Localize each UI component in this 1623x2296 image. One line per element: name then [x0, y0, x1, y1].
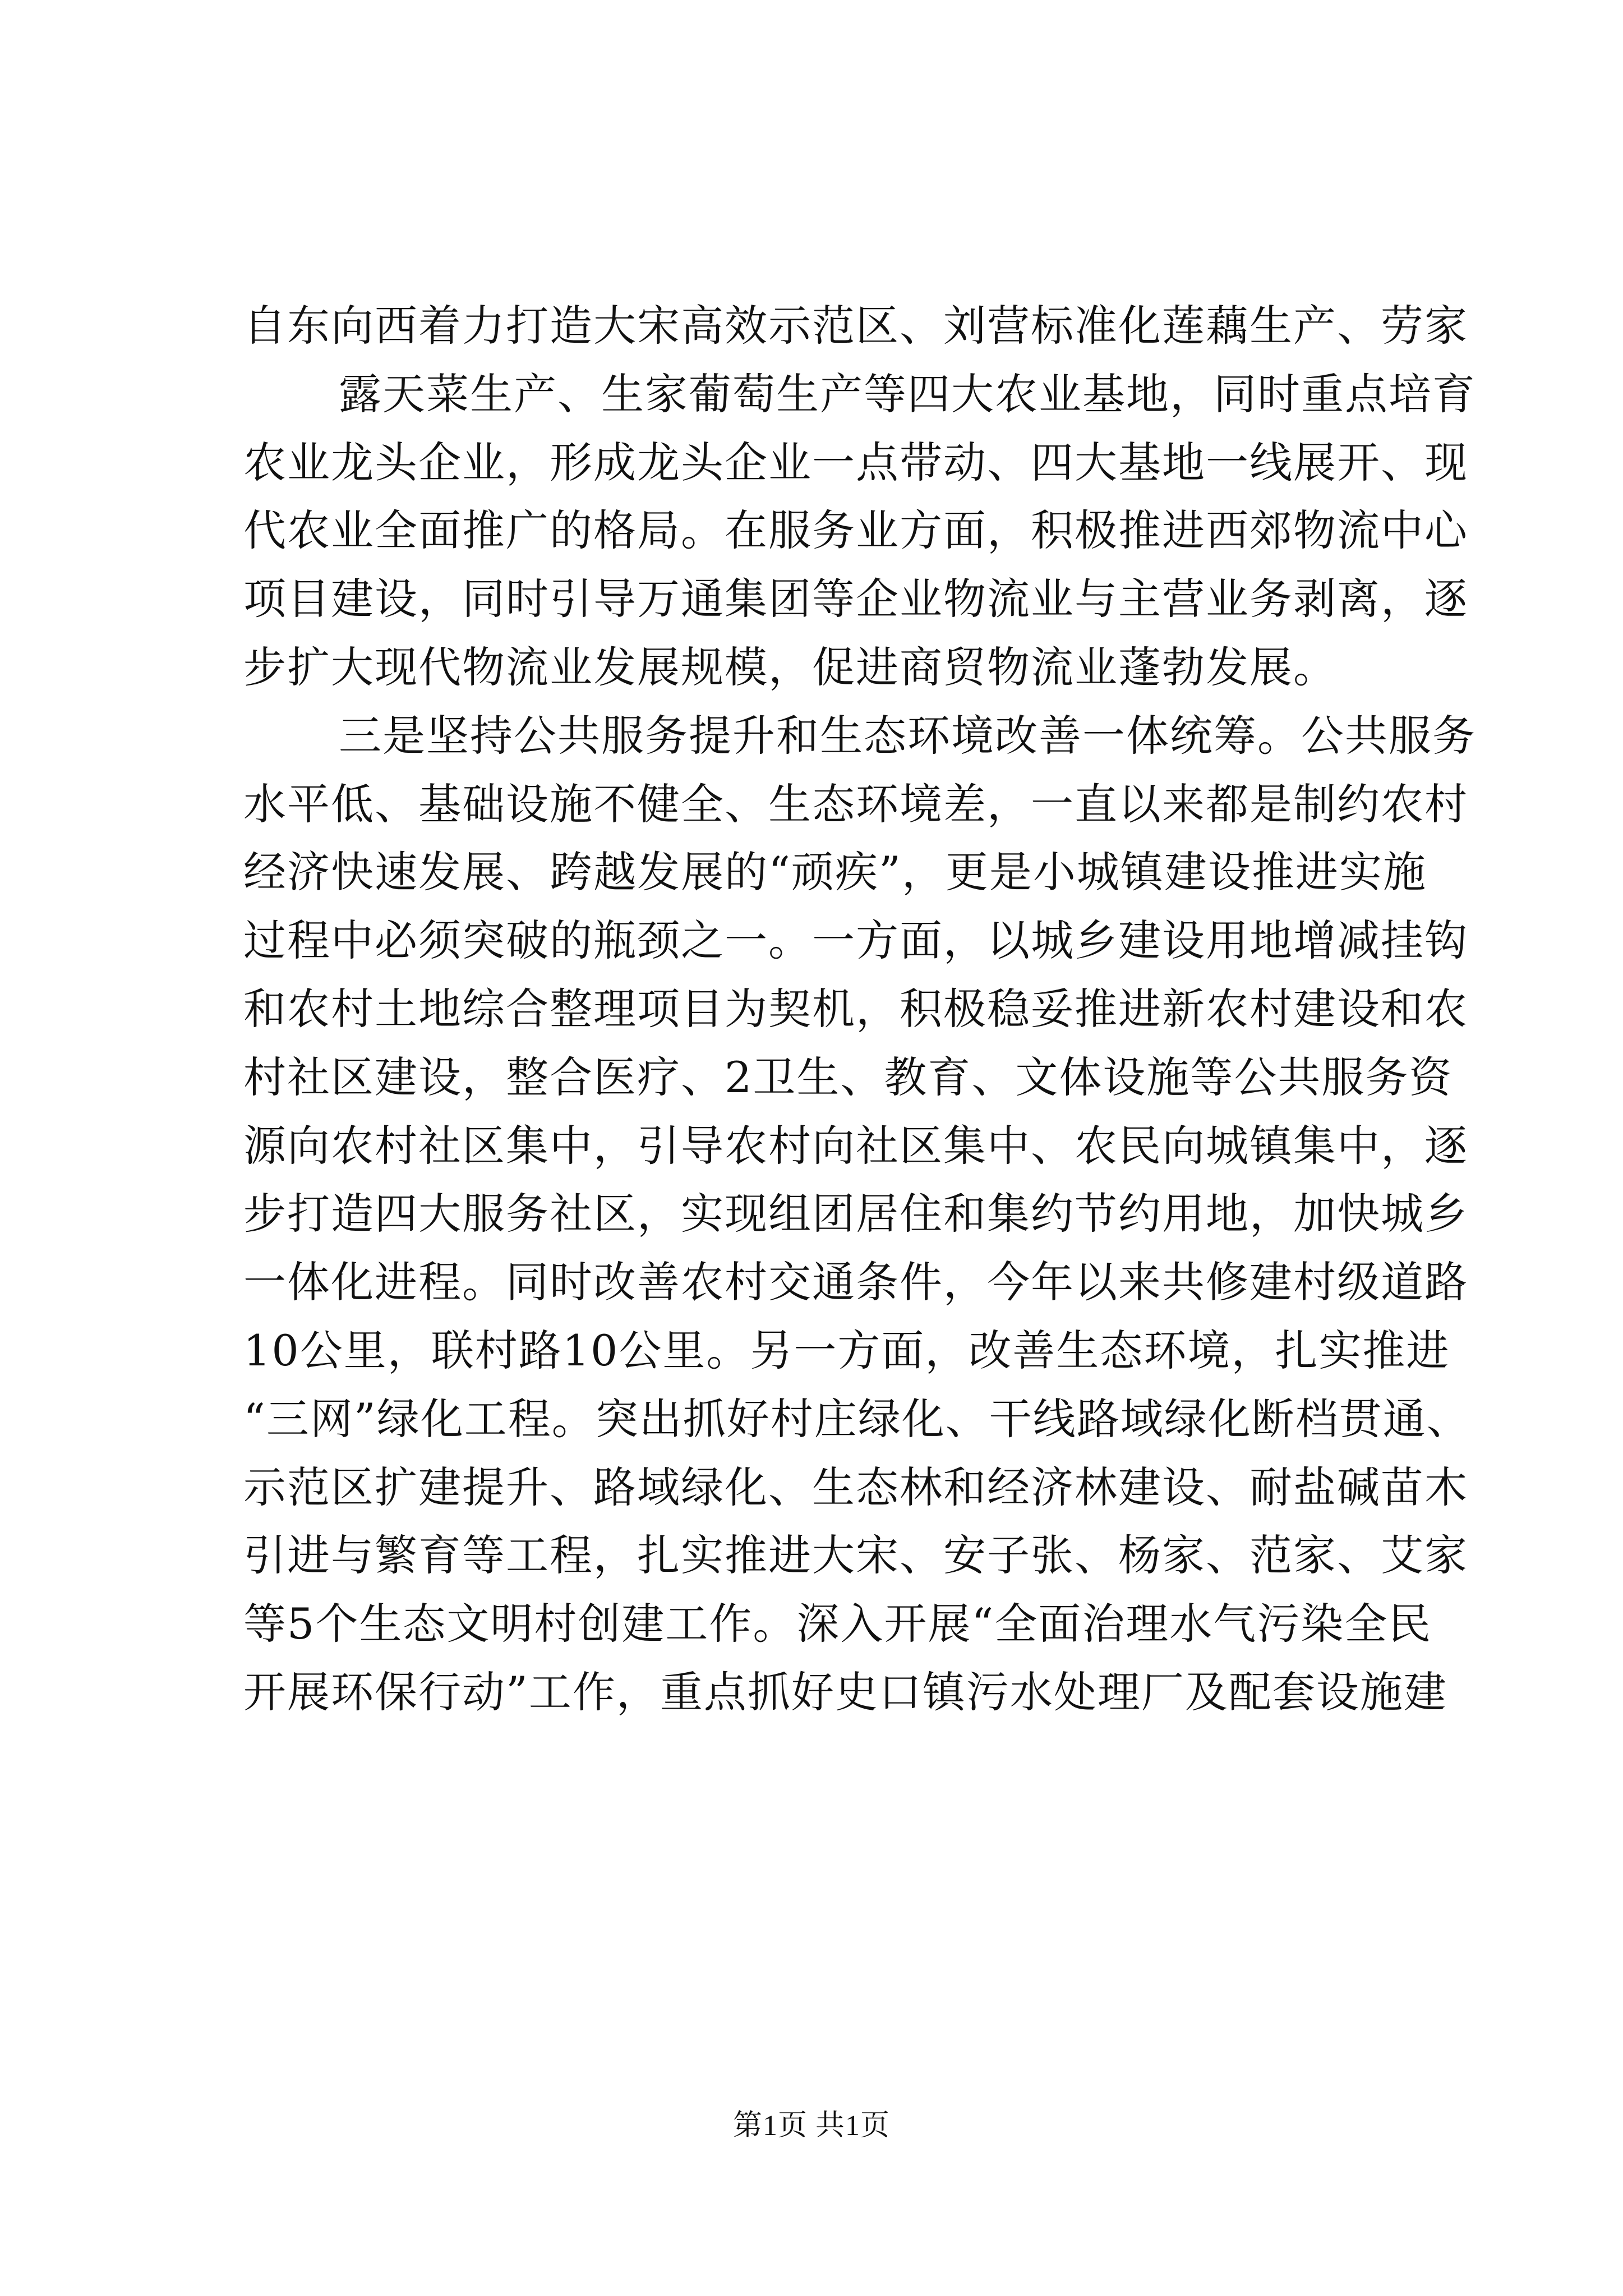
text-line: 示范区扩建提升、路域绿化、生态林和经济林建设、耐盐碱苗木 — [243, 1462, 1468, 1512]
page-footer: 第1页 共1页 — [732, 2110, 890, 2142]
text-line: 农业龙头企业，形成龙头企业一点带动、四大基地一线展开、现 — [243, 437, 1468, 487]
text-line: 自东向西着力打造大宋高效示范区、刘营标准化莲藕生产、劳家 — [243, 301, 1468, 351]
text-line: 一体化进程。同时改善农村交通条件，今年以来共修建村级道路 — [243, 1257, 1468, 1308]
text-line: 引进与繁育等工程，扎实推进大宋、安子张、杨家、范家、艾家 — [243, 1530, 1468, 1581]
text-line: 代农业全面推广的格局。在服务业方面，积极推进西郊物流中心 — [243, 505, 1468, 556]
text-line: 10公里，联村路10公里。另一方面，改善生态环境，扎实推进 — [243, 1325, 1450, 1375]
text-line: 水平低、基础设施不健全、生态环境差，一直以来都是制约农村 — [243, 779, 1468, 829]
text-line: 经济快速发展、跨越发展的“顽疾”，更是小城镇建设推进实施 — [243, 847, 1427, 898]
text-line: 源向农村社区集中，引导农村向社区集中、农民向城镇集中，逐 — [243, 1120, 1468, 1171]
text-line: 过程中必须突破的瓶颈之一。一方面，以城乡建设用地增减挂钩 — [243, 915, 1468, 966]
text-line: “三网”绿化工程。突出抓好村庄绿化、干线路域绿化断档贯通、 — [243, 1393, 1470, 1444]
text-line: 等5个生态文明村创建工作。深入开展“全面治理水气污染全民 — [243, 1599, 1432, 1649]
text-line: 开展环保行动”工作，重点抓好史口镇污水处理厂及配套设施建 — [243, 1667, 1447, 1717]
body-text — [243, 292, 1476, 1727]
text-line: 和农村土地综合整理项目为契机，积极稳妥推进新农村建设和农 — [243, 983, 1468, 1034]
text-line: 项目建设，同时引导万通集团等企业物流业与主营业务剥离，逐 — [243, 574, 1468, 624]
text-line: 步扩大现代物流业发展规模，促进商贸物流业蓬勃发展。 — [243, 642, 1337, 692]
text-line: 露天菜生产、生家葡萄生产等四大农业基地，同时重点培育 — [339, 369, 1476, 419]
text-line: 三是坚持公共服务提升和生态环境改善一体统筹。公共服务 — [339, 710, 1476, 761]
text-line: 村社区建设，整合医疗、2卫生、教育、文体设施等公共服务资 — [243, 1052, 1453, 1102]
text-line: 步打造四大服务社区，实现组团居住和集约节约用地，加快城乡 — [243, 1189, 1468, 1239]
